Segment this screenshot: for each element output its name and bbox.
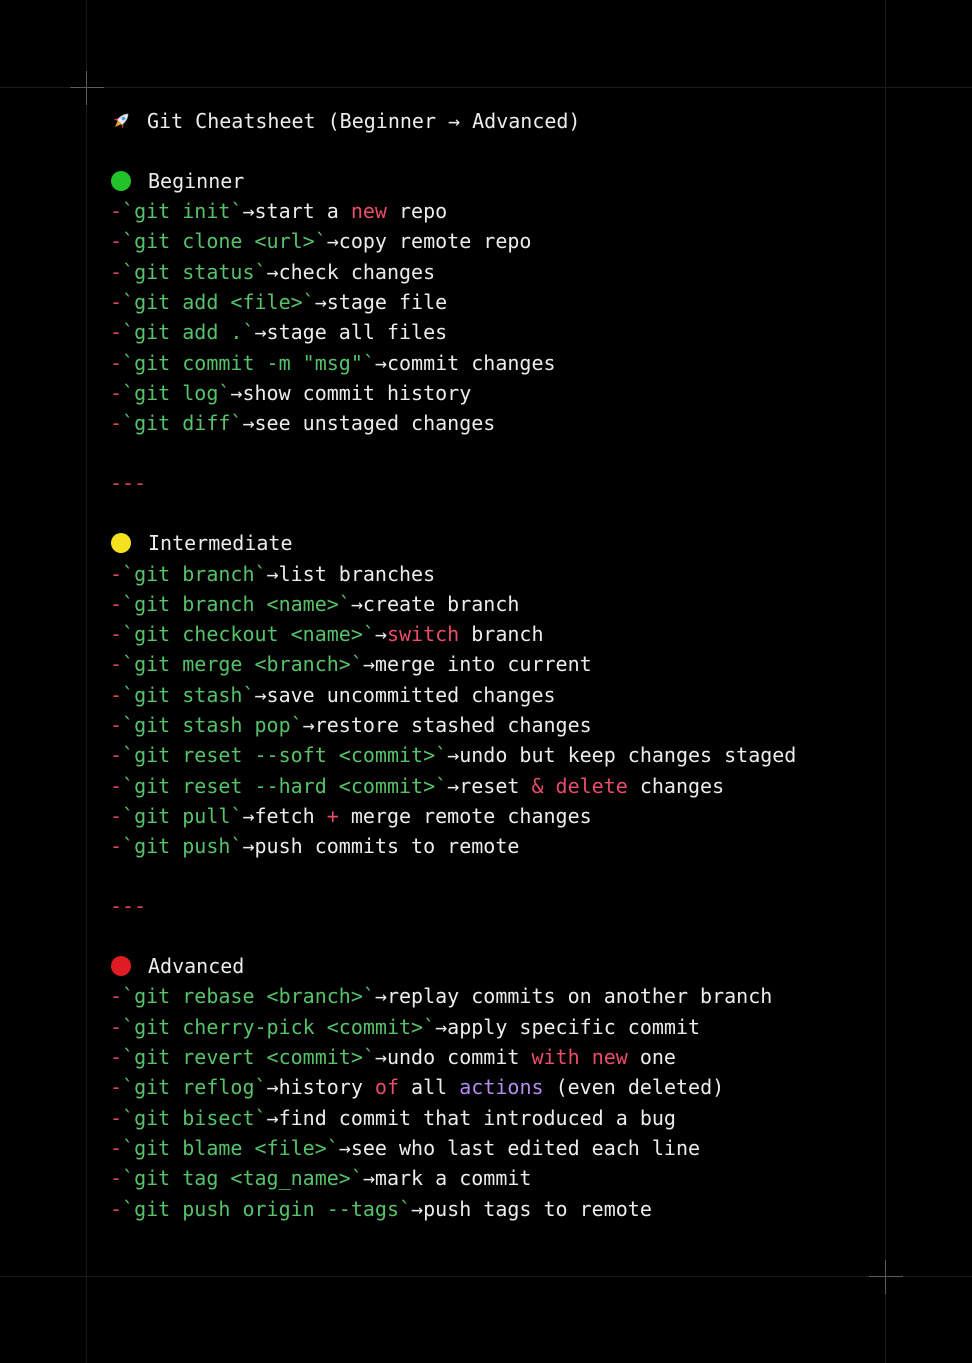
- command-list-item: [110, 378, 870, 408]
- git-command: `git init`: [122, 199, 243, 224]
- guide-line-left: [86, 0, 87, 1363]
- command-list-item: [110, 347, 870, 377]
- description-text: (even deleted): [543, 1075, 725, 1100]
- arrow-icon: →: [374, 1045, 387, 1070]
- list-bullet-dash: -: [110, 803, 123, 828]
- arrow-icon: →: [447, 743, 460, 768]
- keyword-highlight: switch: [386, 622, 460, 647]
- git-command: `git rebase <branch>`: [122, 984, 375, 1009]
- description-text: changes: [627, 773, 725, 798]
- command-description: [387, 622, 544, 646]
- description-text: commit changes: [386, 350, 556, 375]
- spacer: [110, 861, 870, 891]
- section-separator: ---: [110, 471, 147, 496]
- arrow-icon: →: [242, 411, 255, 436]
- description-text: branch: [459, 622, 544, 647]
- command-list-item: [110, 589, 870, 619]
- description-text: copy remote repo: [338, 229, 532, 254]
- command-description: [279, 1075, 725, 1099]
- list-bullet-dash: -: [110, 682, 123, 707]
- command-description: [447, 1015, 700, 1039]
- cheatsheet-document: [110, 106, 870, 1224]
- description-text: start a: [254, 199, 351, 224]
- keyword-highlight: &: [531, 773, 544, 798]
- description-text: one: [627, 1045, 676, 1070]
- command-description: [279, 1106, 676, 1130]
- command-description: [242, 381, 471, 405]
- description-text: undo but keep changes staged: [459, 743, 797, 768]
- keyword-highlight: of: [374, 1075, 400, 1100]
- command-list-item: [110, 801, 870, 831]
- list-bullet-dash: -: [110, 713, 123, 737]
- description-text: list branches: [278, 561, 436, 586]
- status-dot-icon: [111, 956, 131, 976]
- command-list-item: [110, 770, 870, 800]
- git-command: `git stash pop`: [122, 713, 303, 737]
- keyword-highlight: with: [531, 1045, 580, 1070]
- command-description: [255, 834, 520, 858]
- command-list-item: [110, 1133, 870, 1163]
- git-command: `git blame <file>`: [122, 1135, 339, 1160]
- command-list-item: [110, 619, 870, 649]
- keyword-highlight: actions: [459, 1075, 544, 1100]
- git-command: `git branch <name>`: [122, 591, 351, 616]
- description-text: push commits to remote: [254, 834, 520, 859]
- guide-line-bottom: [0, 1276, 972, 1277]
- spacer: [110, 438, 870, 468]
- command-list-item: [110, 1103, 870, 1133]
- command-list-item: [110, 1042, 870, 1072]
- command-description: [423, 1197, 652, 1221]
- description-text: stage all files: [266, 320, 448, 345]
- command-list-item: [110, 196, 870, 226]
- command-list-item: [110, 680, 870, 710]
- description-text: see who last edited each line: [350, 1135, 701, 1160]
- arrow-icon: →: [350, 591, 363, 616]
- list-bullet-dash: -: [110, 591, 123, 616]
- keyword-highlight: delete: [555, 773, 628, 798]
- arrow-icon: →: [242, 834, 255, 859]
- git-command: `git add .`: [122, 320, 255, 345]
- git-command: `git log`: [122, 380, 231, 405]
- list-bullet-dash: -: [110, 743, 123, 768]
- description-text: merge remote changes: [338, 803, 592, 828]
- arrow-icon: →: [242, 199, 255, 224]
- git-command: `git cherry-pick <commit>`: [122, 1014, 436, 1039]
- arrow-icon: →: [302, 713, 315, 737]
- list-bullet-dash: -: [110, 380, 123, 405]
- list-bullet-dash: -: [110, 320, 123, 345]
- crosshair-mark-top-left: [70, 71, 104, 105]
- command-list-item: [110, 710, 870, 740]
- status-dot-icon: [111, 533, 131, 553]
- list-bullet-dash: -: [110, 350, 123, 375]
- guide-line-right: [885, 0, 886, 1363]
- command-list-item: [110, 558, 870, 588]
- arrow-icon: →: [314, 290, 327, 315]
- git-command: `git merge <branch>`: [122, 652, 363, 677]
- description-text: mark a commit: [374, 1166, 532, 1191]
- list-bullet-dash: -: [110, 199, 123, 224]
- arrow-icon: →: [374, 984, 387, 1009]
- arrow-icon: →: [411, 1196, 424, 1221]
- spacer: [110, 136, 870, 166]
- command-description: [267, 683, 556, 707]
- description-text: history: [278, 1075, 375, 1100]
- command-description: [279, 562, 436, 586]
- crosshair-mark-bottom-right: [869, 1260, 903, 1294]
- command-description: [315, 713, 592, 737]
- list-bullet-dash: -: [110, 984, 123, 1009]
- list-bullet-dash: -: [110, 1105, 123, 1130]
- description-text: merge into current: [374, 652, 592, 677]
- description-text: restore stashed changes: [314, 713, 592, 737]
- git-command: `git pull`: [122, 803, 243, 828]
- command-description: [459, 743, 796, 767]
- git-command: `git tag <tag_name>`: [122, 1166, 363, 1191]
- list-bullet-dash: -: [110, 411, 123, 436]
- list-bullet-dash: -: [110, 1075, 123, 1100]
- command-list-item: [110, 226, 870, 256]
- description-text: create branch: [362, 591, 520, 616]
- description-text: stage file: [326, 290, 448, 315]
- description-text: undo commit: [386, 1045, 532, 1070]
- command-description: [387, 351, 556, 375]
- list-bullet-dash: -: [110, 652, 123, 677]
- git-command: `git add <file>`: [122, 290, 315, 315]
- description-text: replay commits on another branch: [386, 984, 773, 1009]
- status-dot-icon: [111, 171, 131, 191]
- git-command: `git bisect`: [122, 1105, 267, 1130]
- list-bullet-dash: -: [110, 622, 123, 647]
- command-list-item: [110, 408, 870, 438]
- description-text: [580, 1045, 592, 1069]
- git-command: `git reset --soft <commit>`: [122, 743, 448, 768]
- git-command: `git reflog`: [122, 1075, 267, 1100]
- document-title: Git Cheatsheet (Beginner → Advanced): [147, 109, 581, 133]
- command-description: [255, 411, 496, 435]
- description-text: find commit that introduced a bug: [278, 1105, 676, 1130]
- arrow-icon: →: [266, 1075, 279, 1100]
- git-command: `git clone <url>`: [122, 229, 327, 254]
- arrow-icon: →: [326, 229, 339, 254]
- rocket-icon: [110, 110, 132, 132]
- list-bullet-dash: -: [110, 259, 123, 284]
- git-command: `git branch`: [122, 561, 267, 586]
- arrow-icon: →: [362, 1166, 375, 1191]
- arrow-icon: →: [254, 320, 267, 345]
- git-command: `git reset --hard <commit>`: [122, 773, 448, 798]
- description-text: apply specific commit: [447, 1014, 701, 1039]
- description-text: push tags to remote: [423, 1196, 652, 1221]
- command-list-item: [110, 287, 870, 317]
- arrow-icon: →: [435, 1014, 448, 1039]
- description-text: [544, 774, 556, 798]
- git-command: `git revert <commit>`: [122, 1045, 375, 1070]
- list-bullet-dash: -: [110, 561, 123, 586]
- section-title: Advanced: [148, 954, 245, 979]
- spacer: [110, 498, 870, 528]
- command-list-item: [110, 1072, 870, 1102]
- list-bullet-dash: -: [110, 1166, 123, 1191]
- list-bullet-dash: -: [110, 290, 123, 315]
- command-description: [255, 199, 448, 223]
- document-title-line: [110, 106, 870, 136]
- section-title: Beginner: [148, 169, 245, 193]
- command-description: [255, 804, 592, 828]
- git-command: `git stash`: [122, 682, 255, 707]
- command-list-item: [110, 981, 870, 1011]
- guide-line-top: [0, 87, 972, 88]
- list-bullet-dash: -: [110, 229, 123, 254]
- arrow-icon: →: [266, 1105, 279, 1130]
- arrow-icon: →: [230, 380, 243, 405]
- git-command: `git push`: [122, 834, 243, 859]
- command-description: [387, 1045, 676, 1069]
- arrow-icon: →: [338, 1135, 351, 1160]
- arrow-icon: →: [362, 652, 375, 677]
- description-text: show commit history: [242, 380, 472, 405]
- description-text: repo: [386, 199, 448, 224]
- keyword-highlight: +: [326, 803, 339, 828]
- keyword-highlight: new: [591, 1045, 628, 1070]
- command-description: [267, 320, 448, 344]
- git-command: `git checkout <name>`: [122, 622, 375, 647]
- list-bullet-dash: -: [110, 773, 123, 798]
- git-command: `git status`: [122, 259, 267, 284]
- git-command: `git diff`: [122, 411, 243, 436]
- command-description: [327, 290, 447, 314]
- command-list-item: [110, 1193, 870, 1223]
- description-text: see unstaged changes: [254, 411, 496, 436]
- section-heading-advanced: [110, 951, 870, 981]
- command-list-item: [110, 317, 870, 347]
- sections-container: [110, 136, 870, 1224]
- command-description: [339, 229, 532, 253]
- command-description: [363, 592, 520, 616]
- command-description: [459, 774, 724, 798]
- git-command: `git commit -m "msg"`: [122, 350, 375, 375]
- arrow-icon: →: [374, 350, 387, 375]
- arrow-icon: →: [254, 682, 267, 707]
- description-text: reset: [459, 773, 532, 798]
- section-heading-beginner: [110, 166, 870, 196]
- section-heading-intermediate: [110, 528, 870, 558]
- section-separator: ---: [110, 894, 147, 919]
- command-list-item: [110, 831, 870, 861]
- section-title: Intermediate: [148, 531, 293, 556]
- arrow-icon: →: [266, 259, 279, 284]
- arrow-icon: →: [242, 803, 255, 828]
- list-bullet-dash: -: [110, 1196, 123, 1221]
- command-description: [279, 260, 436, 284]
- list-bullet-dash: -: [110, 834, 123, 859]
- list-bullet-dash: -: [110, 1045, 123, 1070]
- command-description: [375, 652, 592, 676]
- description-text: check changes: [278, 259, 436, 284]
- keyword-highlight: new: [350, 199, 387, 224]
- description-text: fetch: [254, 803, 327, 828]
- list-bullet-dash: -: [110, 1135, 123, 1160]
- command-list-item: [110, 1012, 870, 1042]
- command-list-item: [110, 740, 870, 770]
- spacer: [110, 921, 870, 951]
- command-list-item: [110, 257, 870, 287]
- command-description: [375, 1166, 532, 1190]
- arrow-icon: →: [374, 622, 387, 647]
- command-description: [387, 984, 772, 1008]
- list-bullet-dash: -: [110, 1014, 123, 1039]
- arrow-icon: →: [447, 773, 460, 798]
- description-text: save uncommitted changes: [266, 682, 556, 707]
- command-list-item: [110, 649, 870, 679]
- command-list-item: [110, 1163, 870, 1193]
- git-command: `git push origin --tags`: [122, 1196, 412, 1221]
- arrow-icon: →: [266, 561, 279, 586]
- description-text: all: [399, 1075, 460, 1100]
- command-description: [351, 1136, 700, 1160]
